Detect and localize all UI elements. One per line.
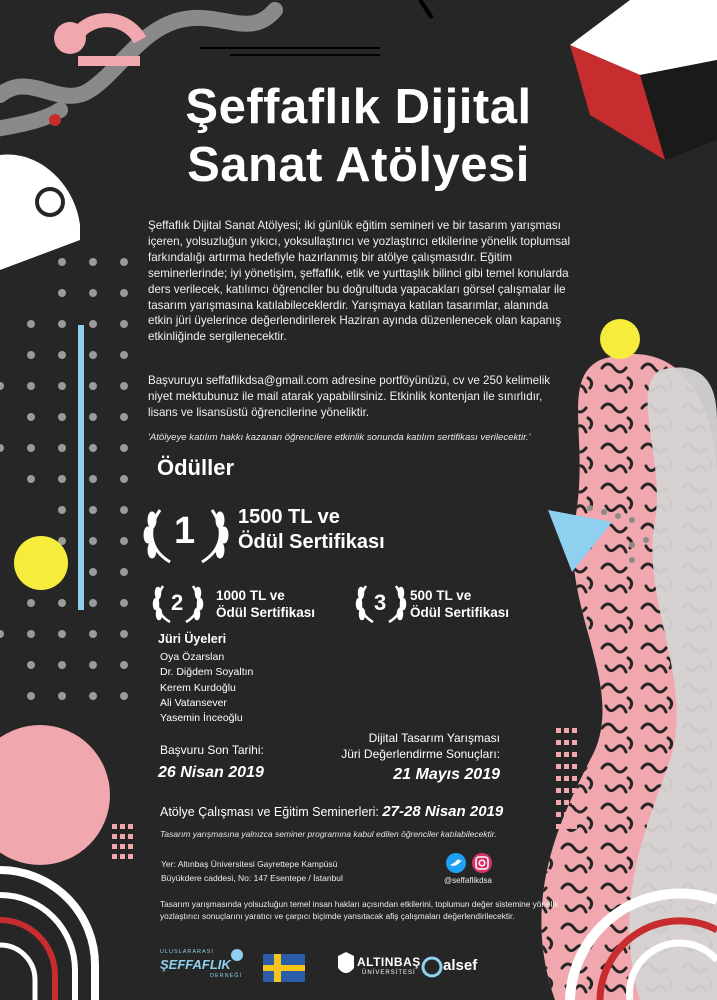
- jury-member: Dr. Diğdem Soyaltın: [160, 666, 254, 679]
- deadline-value: 26 Nisan 2019: [158, 764, 264, 781]
- altinbas-emblem-icon: [338, 952, 354, 973]
- awards-heading: Ödüller: [157, 455, 235, 480]
- application-info: Başvuruyu seffaflikdsa@gmail.com adresine portföyünüzü, cv ve 250 kelimelik niyet mektubunuz ile mail atarak yapabilirsiniz. Etkinlik kontenjan ile sınırlıdır, lisans ve lisansüstü öğrencilerine yöneliktir.: [148, 374, 551, 419]
- title-line-2: Sanat Atölyesi: [187, 138, 530, 192]
- social-handle[interactable]: @seffaflikdsa: [444, 876, 492, 885]
- seffaflik-logo-icon: [231, 949, 243, 961]
- workshop-dates: [160, 803, 503, 820]
- pink-dots-right: [556, 728, 577, 829]
- prize-3-certificate: Ödül Sertifikası: [410, 605, 510, 620]
- rank-3-number: 3: [374, 590, 387, 615]
- certificate-note: 'Atölyeye katılım hakkı kazanan öğrencilere etkinlik sonunda katılım sertifikası verilecektir.': [148, 432, 531, 443]
- venue: [161, 858, 343, 885]
- deadline-label: Başvuru Son Tarihi:: [160, 743, 264, 757]
- prize-3-amount: 500 TL ve: [410, 588, 472, 603]
- prize-2-amount: 1000 TL ve: [216, 588, 285, 603]
- prize-1-amount: 1500 TL ve: [238, 506, 340, 528]
- workshop-value: 27-28 Nisan 2019: [382, 803, 504, 820]
- workshop-label: Atölye Çalışması ve Eğitim Seminerleri:: [160, 805, 379, 819]
- blue-bar: [78, 325, 84, 610]
- jury-member: Oya Özarslan: [160, 651, 225, 663]
- venue-line-2: Büyükdere caddesi, No: 147 Esentepe / İstanbul: [161, 872, 343, 883]
- title-line-1: Şeffaflık Dijital: [185, 80, 532, 134]
- jury-list: [160, 650, 253, 726]
- results-label-line-1: Dijital Tasarım Yarışması: [368, 731, 500, 745]
- prize-3: [410, 587, 509, 621]
- jury-member: Yasemin İnceoğlu: [160, 712, 243, 725]
- results-label-line-2: Jüri Değerlendirme Sonuçları:: [341, 747, 500, 761]
- seffaflik-logo-main: ŞEFFAFLIK: [160, 957, 231, 972]
- instagram-icon: [472, 853, 492, 873]
- qalsef-logo-text: alsef: [443, 957, 478, 974]
- seffaflik-logo-top: ULUSLARARASI: [160, 949, 214, 955]
- altinbas-logo-sub: ÜNİVERSİTESİ: [362, 970, 416, 976]
- seffaflik-logo-sub: DERNEĞİ: [210, 973, 243, 979]
- altinbas-logo-main: ALTINBAŞ: [357, 955, 421, 969]
- dot-grid-left: [0, 258, 128, 700]
- jury-member: Ali Vatansever: [160, 696, 227, 709]
- intro-paragraph: Şeffaflık Dijital Sanat Atölyesi; iki günlük eğitim semineri ve bir tasarım yarışması içeren, yolsuzluğun yıkıcı, yoksullaştırıcı ve yozlaştırıcı etkilerine yönelik toplumsal farkındalığı artırma hedefiyle hazırlanmış bir atölye çalışmasıdır. Eğitim seminerlerinde; iyi yönetişim, şeffaflık, etik ve yurttaşlık bilinci gibi temel konularda ders verilecek, katılımcı öğrenciler bu doğrultuda yapacakları görsel çalışmalar ile tasarım yarışmasına katılabileceklerdir. Yarışmaya katılan tasarımlar, alanında etkin jüri üyelerince değerlendirilerek Haziran ayında düzenlenecek olan kapanış etkinliğinde sergilenecektir.: [148, 219, 571, 344]
- prize-2-certificate: Ödül Sertifikası: [216, 605, 316, 620]
- pink-dots-left: [112, 824, 133, 859]
- results-label: [330, 730, 500, 762]
- yellow-circle-left: [14, 536, 68, 590]
- pink-circle: [0, 725, 110, 865]
- results-value: 21 Mayıs 2019: [393, 766, 500, 783]
- prize-1: [238, 505, 385, 555]
- page-title: [0, 78, 717, 194]
- rank-1-number: 1: [174, 510, 196, 552]
- rank-2-number: 2: [171, 590, 184, 615]
- bottom-note: Tasarım yarışmasında yolsuzluğun temel insan hakları açısından etkilerini, toplumun değer sistemine yönelik yozlaştırıcı sonuçlarını yaratıcı ve çarpıcı biçimde yansıtacak afiş çalışmaları değerlendirilecektir.: [160, 899, 559, 921]
- prize-1-certificate: Ödül Sertifikası: [238, 531, 385, 553]
- qalsef-icon: [423, 958, 441, 976]
- jury-member: Kerem Kurdoğlu: [160, 681, 236, 694]
- workshop-note: Tasarım yarışmasına yalnızca seminer programına kabul edilen öğrenciler katılabilecektir.: [160, 829, 497, 839]
- prize-2: [216, 587, 315, 621]
- venue-line-1: Yer: Altınbaş Üniversitesi Gayrettepe Kampüsü: [161, 859, 338, 869]
- jury-heading: Jüri Üyeleri: [158, 632, 227, 646]
- yellow-circle-right: [600, 319, 640, 359]
